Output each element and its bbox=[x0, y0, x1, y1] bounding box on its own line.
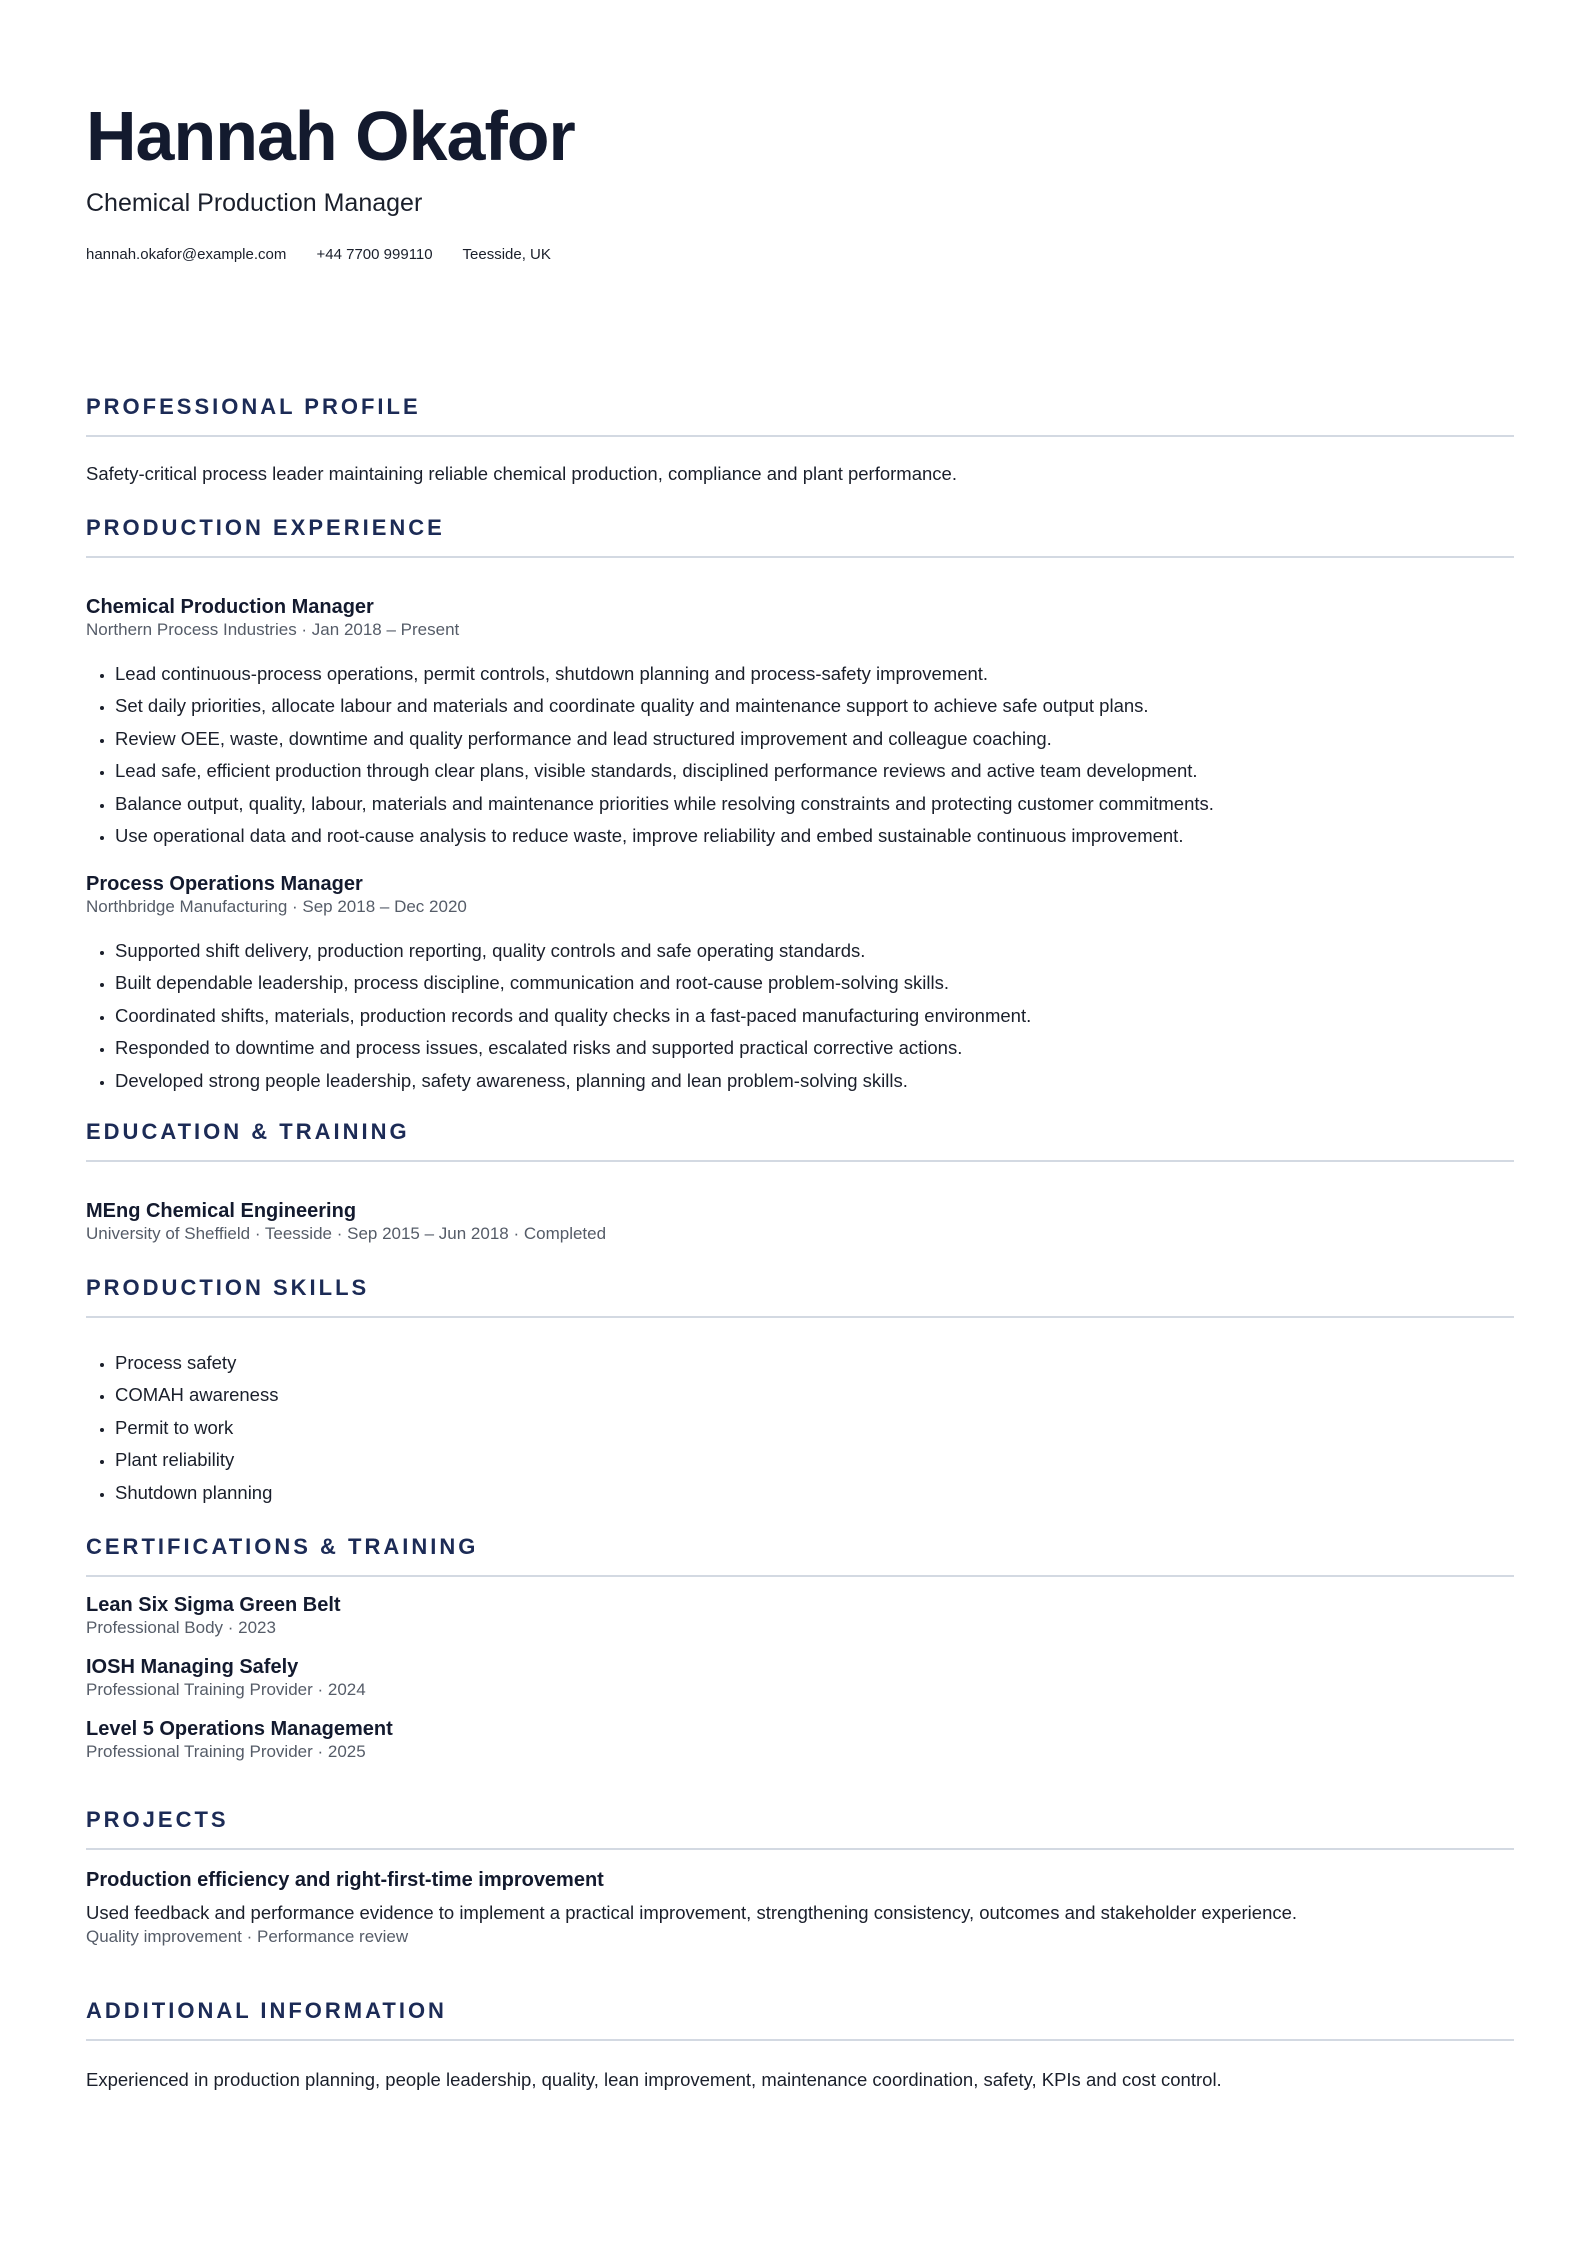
list-item: • Set daily priorities, allocate labour and materials and coordinate quality and maintenance support to achieve safe output plans. bbox=[115, 694, 1214, 726]
section-projects bbox=[86, 1806, 1514, 1850]
section-heading: EDUCATION & TRAINING bbox=[86, 1119, 410, 1144]
project-tags: Quality improvement · Performance review bbox=[86, 1927, 409, 1946]
section-certifications bbox=[86, 1533, 1514, 1577]
additional-text: Experienced in production planning, people leadership, quality, lean improvement, maintenance coordination, safety, KPIs and cost control. bbox=[86, 2069, 1222, 2090]
section-experience bbox=[86, 514, 1514, 558]
section-heading: CERTIFICATIONS & TRAINING bbox=[86, 1534, 479, 1559]
skills-list bbox=[86, 1351, 278, 1513]
list-item: • Developed strong people leadership, safety awareness, planning and lean problem-solving skills. bbox=[115, 1069, 1031, 1101]
section-heading: PRODUCTION SKILLS bbox=[86, 1275, 370, 1300]
certification-title: Level 5 Operations Management bbox=[86, 1718, 393, 1740]
skill-item: • COMAH awareness bbox=[115, 1383, 278, 1415]
list-item: • Responded to downtime and process issues, escalated risks and supported practical corrective actions. bbox=[115, 1036, 1031, 1068]
section-profile bbox=[86, 393, 1514, 437]
certification-title: IOSH Managing Safely bbox=[86, 1656, 299, 1678]
job-title: Chemical Production Manager bbox=[86, 596, 374, 618]
job-bullets bbox=[86, 662, 1214, 856]
list-item: • Review OEE, waste, downtime and quality performance and lead structured improvement and colleague coaching. bbox=[115, 727, 1214, 759]
skill-item: • Process safety bbox=[115, 1351, 278, 1383]
section-heading: PROJECTS bbox=[86, 1807, 229, 1832]
section-heading: PRODUCTION EXPERIENCE bbox=[86, 515, 445, 540]
education-meta: University of Sheffield · Teesside · Sep 2015 – Jun 2018 · Completed bbox=[86, 1224, 607, 1243]
section-heading: PROFESSIONAL PROFILE bbox=[86, 394, 421, 419]
contact-email[interactable]: hannah.okafor@example.com bbox=[86, 246, 287, 263]
list-item: • Use operational data and root-cause analysis to reduce waste, improve reliability and embed sustainable continuous improvement. bbox=[115, 824, 1214, 856]
list-item: • Built dependable leadership, process discipline, communication and root-cause problem-solving skills. bbox=[115, 971, 1031, 1003]
list-item: • Coordinated shifts, materials, production records and quality checks in a fast-paced manufacturing environment. bbox=[115, 1004, 1031, 1036]
section-education bbox=[86, 1118, 1514, 1162]
section-additional bbox=[86, 1997, 1514, 2041]
certification-meta: Professional Training Provider · 2024 bbox=[86, 1680, 366, 1699]
candidate-title: Chemical Production Manager bbox=[86, 189, 423, 217]
project-title: Production efficiency and right-first-time improvement bbox=[86, 1869, 604, 1891]
list-item: • Lead safe, efficient production through clear plans, visible standards, disciplined performance reviews and active team development. bbox=[115, 759, 1214, 791]
project-description: Used feedback and performance evidence to implement a practical improvement, strengthening consistency, outcomes and stakeholder experience. bbox=[86, 1902, 1298, 1923]
list-item: • Balance output, quality, labour, materials and maintenance priorities while resolving constraints and protecting customer commitments. bbox=[115, 792, 1214, 824]
list-item: • Lead continuous-process operations, permit controls, shutdown planning and process-safety improvement. bbox=[115, 662, 1214, 694]
skill-item: • Permit to work bbox=[115, 1416, 278, 1448]
contact-phone[interactable]: +44 7700 999110 bbox=[316, 246, 433, 263]
certification-title: Lean Six Sigma Green Belt bbox=[86, 1594, 341, 1616]
skill-item: • Shutdown planning bbox=[115, 1481, 278, 1513]
education-title: MEng Chemical Engineering bbox=[86, 1200, 357, 1222]
skill-item: • Plant reliability bbox=[115, 1448, 278, 1480]
job-meta: Northbridge Manufacturing · Sep 2018 – Dec 2020 bbox=[86, 897, 467, 916]
certification-meta: Professional Training Provider · 2025 bbox=[86, 1742, 366, 1761]
profile-text: Safety-critical process leader maintaining reliable chemical production, compliance and plant performance. bbox=[86, 463, 957, 484]
certification-meta: Professional Body · 2023 bbox=[86, 1618, 276, 1637]
section-skills bbox=[86, 1274, 1514, 1318]
candidate-name: Hannah Okafor bbox=[86, 97, 575, 175]
job-title: Process Operations Manager bbox=[86, 873, 363, 895]
job-meta: Northern Process Industries · Jan 2018 – Present bbox=[86, 620, 460, 639]
job-bullets bbox=[86, 939, 1031, 1101]
list-item: • Supported shift delivery, production reporting, quality controls and safe operating standards. bbox=[115, 939, 1031, 971]
contact-line bbox=[86, 245, 577, 265]
section-heading: ADDITIONAL INFORMATION bbox=[86, 1998, 447, 2023]
contact-location: Teesside, UK bbox=[462, 246, 551, 263]
